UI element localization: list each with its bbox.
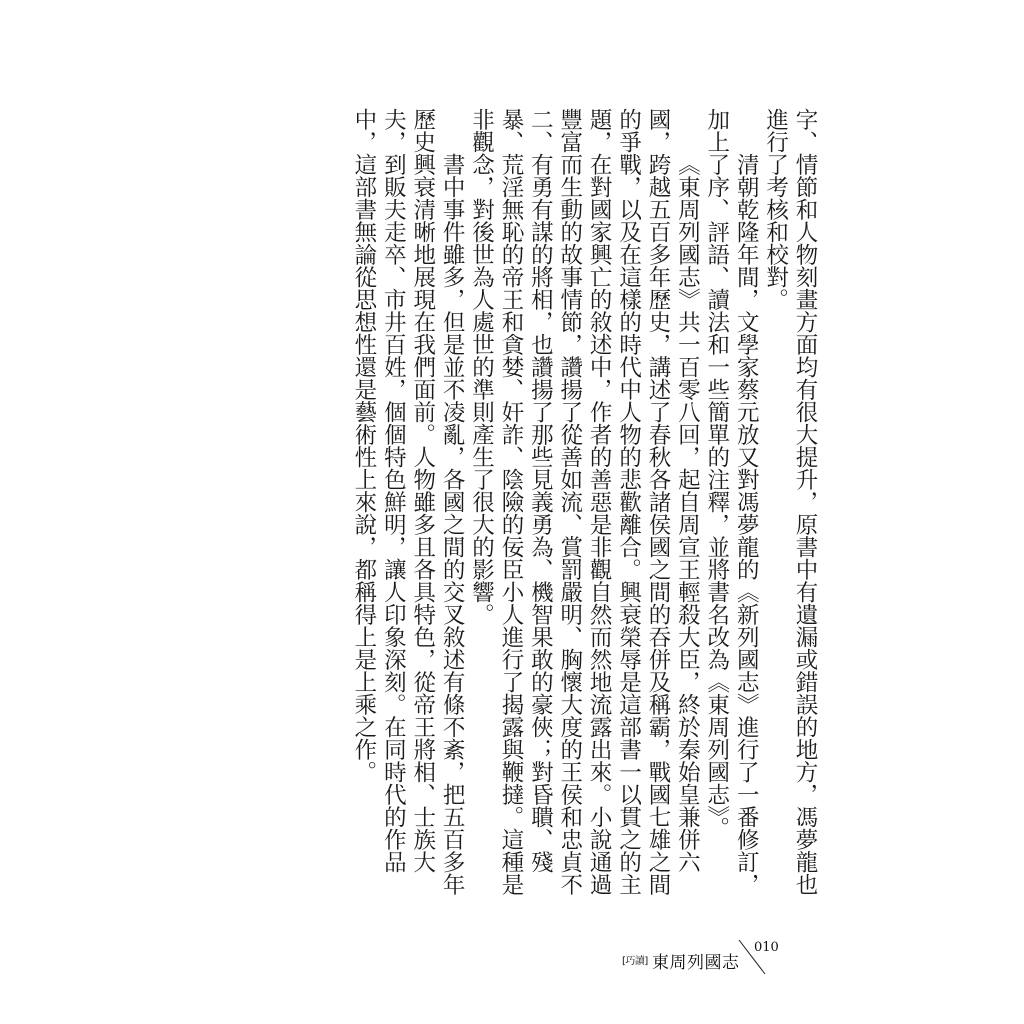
- paragraph-1: 字、情節和人物刻畫方面均有很大提升，原書中有遺漏或錯誤的地方，馮夢龍也進行了考核和校對。: [762, 108, 818, 896]
- page-number: 010: [754, 940, 779, 955]
- page-footer: [612, 938, 782, 978]
- footer-book-title: 東周列國志: [652, 953, 740, 973]
- body-text: [349, 108, 820, 908]
- paragraph-2: 清朝乾隆年間，文學家蔡元放又對馮夢龍的《新列國志》進行了一番修訂，加上了序、評語、讀法和一些簡單的注釋，並將書名改為《東周列國志》。: [703, 108, 760, 896]
- series-tag: [巧讀]: [622, 956, 648, 967]
- paragraph-3: 《東周列國志》共一百零八回，起自周宣王輕殺大臣，終於秦始皇兼併六國，跨越五百多年歷史，講述了春秋各諸侯國之間的吞併及稱霸，戰國七雄之間的爭戰，以及在這樣的時代中人物的悲歡離合。興衰榮辱是這部書一以貫之的主題，在對國家興亡的敘述中，作者的善惡是非觀自然而然地流露出來。小說通過豐富而生動的故事情節，讚揚了從善如流、賞罰嚴明、胸懷大度的王侯和忠貞不二、有勇有謀的將相，也讚揚了那些見義勇為、機智果敢的豪俠；對昏聵、殘暴、荒淫無恥的帝王和貪婪、奸詐、陰險的佞臣小人進行了揭露與鞭撻。這種是非觀念，對後世為人處世的準則產生了很大的影響。: [468, 108, 701, 896]
- paragraph-4: 書中事件雖多，但是並不凌亂，各國之間的交叉敘述有條不紊，把五百多年歷史興衰清晰地展現在我們面前。人物雖多且各具特色，從帝王將相、士族大夫，到販夫走卒、市井百姓，個個特色鮮明，讓人印象深刻。在同時代的作品中，這部書無論從思想性還是藝術性上來說，都稱得上是上乘之作。: [350, 108, 466, 896]
